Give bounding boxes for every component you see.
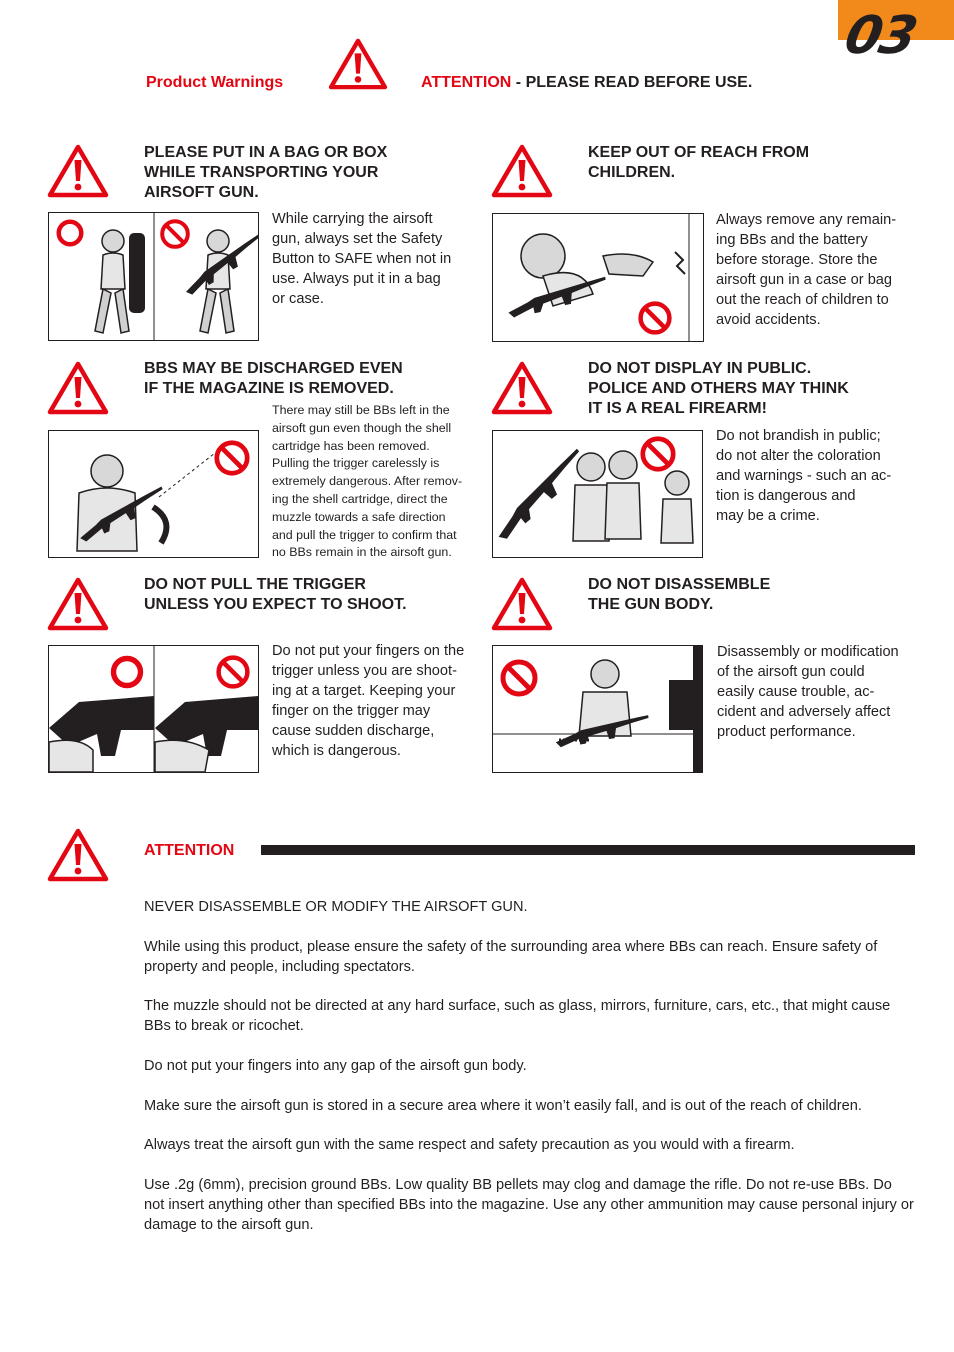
section-body-discharge: There may still be BBs left in the airsoft gun even though the shell cartridge has been removed. Pulling the trigger carelessly is extremely dangerous. After remov- ing the shell cartridge, direct the muzzle towards a safe direction and pull the trigger to confirm that no BBs remain in the airsoft gun.: [272, 403, 463, 560]
attention-title: ATTENTION: [144, 842, 235, 859]
prohibited-icon: [217, 443, 247, 473]
attention-divider-bar: [261, 845, 915, 855]
attention-paragraph: Make sure the airsoft gun is stored in a secure area where it won’t easily fall, and is out of the reach of children.: [144, 1098, 862, 1114]
section-title-transport: PLEASE PUT IN A BAG OR BOX WHILE TRANSPORTING YOUR AIRSOFT GUN.: [144, 144, 388, 201]
prohibited-icon: [503, 662, 535, 694]
prohibited-icon: [219, 658, 248, 687]
warning-triangle-icon: [47, 361, 109, 415]
attention-header: [421, 74, 752, 92]
section-title-trigger: DO NOT PULL THE TRIGGER UNLESS YOU EXPECT TO SHOOT.: [144, 576, 407, 613]
section-title-public: DO NOT DISPLAY IN PUBLIC. POLICE AND OTHERS MAY THINK IT IS A REAL FIREARM!: [588, 360, 849, 417]
section-title-disassemble: DO NOT DISASSEMBLE THE GUN BODY.: [588, 576, 771, 613]
attention-paragraph: While using this product, please ensure the safety of the surrounding area where BBs can reach. Ensure safety of property and people, including spectators.: [144, 939, 878, 975]
attention-rest: - PLEASE READ BEFORE USE.: [511, 74, 753, 91]
illustration-transport: [48, 212, 259, 341]
attention-paragraph: NEVER DISASSEMBLE OR MODIFY THE AIRSOFT GUN.: [144, 899, 528, 915]
section-body-public: Do not brandish in public; do not alter the coloration and warnings - such an ac- tion is dangerous and may be a crime.: [716, 428, 892, 524]
illustration-discharge: [48, 430, 259, 558]
warning-triangle-icon: [491, 361, 553, 415]
section-body-children: Always remove any remain- ing BBs and the battery before storage. Store the airsoft gun in a case or bag out the reach of children to avoid accidents.: [716, 212, 897, 328]
warning-triangle-icon: [491, 144, 553, 198]
illustration-public: [492, 430, 703, 558]
page-number: 03: [839, 6, 921, 66]
prohibited-icon: [643, 439, 673, 469]
illustration-trigger: [48, 645, 259, 773]
section-body-transport: While carrying the airsoft gun, always set the Safety Button to SAFE when not in use. Always put it in a bag or case.: [272, 211, 452, 307]
warning-triangle-icon: [491, 577, 553, 631]
prohibited-icon: [641, 304, 670, 333]
attention-word: ATTENTION: [421, 74, 512, 91]
warning-triangle-icon: [328, 38, 388, 90]
attention-paragraph: Always treat the airsoft gun with the same respect and safety precaution as you would with a firearm.: [144, 1137, 795, 1153]
attention-paragraph: The muzzle should not be directed at any hard surface, such as glass, mirrors, furniture, cars, etc., that might cause BBs to break or ricochet.: [144, 998, 891, 1034]
section-title-discharge: BBS MAY BE DISCHARGED EVEN IF THE MAGAZINE IS REMOVED.: [144, 360, 403, 397]
warning-triangle-icon: [47, 577, 109, 631]
illustration-children: [492, 213, 704, 342]
ok-circle-icon: [114, 659, 141, 686]
prohibited-icon: [162, 221, 188, 247]
product-warnings-label: Product Warnings: [146, 74, 284, 91]
section-body-trigger: Do not put your fingers on the trigger unless you are shoot- ing at a target. Keeping your finger on the trigger may cause sudden discharge, which is dangerous.: [272, 643, 465, 759]
section-title-children: KEEP OUT OF REACH FROM CHILDREN.: [588, 144, 810, 181]
warning-triangle-icon: [47, 828, 109, 882]
illustration-disassemble: [492, 645, 703, 773]
attention-paragraph: Do not put your fingers into any gap of the airsoft gun body.: [144, 1058, 527, 1074]
attention-paragraph: Use .2g (6mm), precision ground BBs. Low quality BB pellets may clog and damage the rifle. Do not re-use BBs. Do not insert anything other than specified BBs into the magazine. Use any other ammunition may cause personal injury or damage to the airsoft gun.: [144, 1177, 914, 1233]
ok-circle-icon: [59, 222, 82, 245]
warning-triangle-icon: [47, 144, 109, 198]
section-body-disassemble: Disassembly or modification of the airsoft gun could easily cause trouble, ac- cident and adversely affect product performance.: [717, 644, 899, 740]
